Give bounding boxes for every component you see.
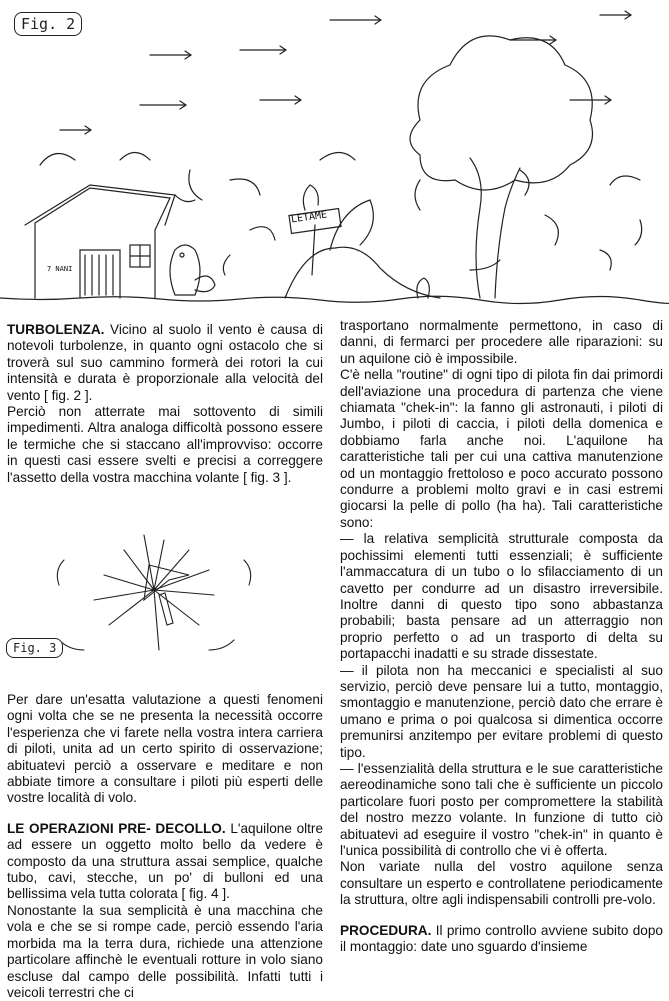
figure-2-turbulence xyxy=(0,0,669,310)
evaluation-paragraph: Per dare un'esatta valutazione a questi fenomeni ogni volta che se ne presenta la necessità occorre l'esperienza che vi farete nella vostra intera carriera di piloti, unita ad un certo spirito di osservazione; abituatevi perciò a osservare e meditare e non abbiate timore a consultare i piloti più esperti delle vostre località di volo. xyxy=(7,692,323,806)
preflight-heading: LE OPERAZIONI PRE- DECOLLO. xyxy=(7,820,226,836)
turbulence-paragraph-1: Vicino al suolo il vento è causa di notevoli turbolenze, in quanto ogni ostacolo che si troverà sul suo cammino formerà dei rotori la cui intensità e durata è proporzionale alla velocità del vento [ fig. 2 ]. xyxy=(7,322,323,403)
turbulence-section xyxy=(7,322,323,486)
right-paragraph-2: C'è nella "routine" di ogni tipo di pilota fin dai primordi dell'aviazione una procedura di partenza che viene chiamata "chek-in": la fanno gli astronauti, i piloti di Jumbo, i piloti di caccia, i piloti della domenica e dobbiamo farla anche noi. L'aquilone ha caratteristiche tali per cui una cattiva manutenzione od un montaggio frettoloso e poco accurato possono condurre a problemi molto gravi e in casi estremi giocarsi la pelle di pollo (ha ha). Tali caratteristiche sono: xyxy=(340,367,663,530)
house-sign-text: 7 NANI xyxy=(47,265,73,273)
figure-2-label: Fig. 2 xyxy=(14,12,82,36)
turbulence-paragraph-2: Perciò non atterrate mai sottovento di simili impedimenti. Altra analoga difficoltà possono essere le termiche che si staccano all'improvviso: occorre in questi casi essere svelti e precisi a correggere l'assetto della vostra macchina volante [ fig. 3 ]. xyxy=(7,404,323,485)
right-paragraph-5: — l'essenzialità della struttura e le sue caratteristiche aereodinamiche sono tali che è sufficiente un piccolo particolare fuori posto per compromettere la stabilità del nostro mezzo volante. In funzione di tutto ciò abituatevi ad eseguire il vostro "chek-in" in quanto è l'unica possibilità di controllo che vi è offerta. xyxy=(340,760,663,858)
preflight-paragraph-2: Nonostante la sua semplicità è una macchina che vola e che se si rompe cade, perciò essendo l'aria morbida ma la terra dura, richiede una attenzione particolare affinchè le eventuali rotture in volo siano escluse dal campo delle possibilità. Infatti tutti i veicoli terrestri che ci xyxy=(7,902,323,1000)
turbulence-heading: TURBOLENZA. xyxy=(7,322,105,337)
right-paragraph-6: Non variate nulla del vostro aquilone senza consultare un esperto e controllatene periodicamente la struttura, oltre agli indispensabili controlli pre-volo. xyxy=(340,859,663,908)
turbulence-illustration xyxy=(0,0,669,310)
checkin-section xyxy=(340,318,663,955)
procedure-text: Il primo controllo avviene subito dopo il montaggio: date uno sguardo d'insieme xyxy=(340,922,663,955)
right-paragraph-4: — il pilota non ha meccanici e specialisti al suo servizio, perciò deve pensare lui a tutto, montaggio, smontaggio e manutenzione, perciò dato che errare è umano e prima o poi qualcosa si dimentica occorre premunirsi anzitempo per evitare problemi di questo tipo. xyxy=(340,662,663,760)
right-paragraph-1: trasportano normalmente permettono, in caso di danni, di fermarci per procedere alle riparazioni: su un aquilone ciò è impossibile. xyxy=(340,318,663,366)
preflight-section xyxy=(7,692,323,1001)
preflight-paragraph-1: L'aquilone oltre ad essere un oggetto molto bello da vedere è composto da una struttura assai semplice, qualche tubo, cavi, stecche, un po' di bulloni ed una bellissima vela tutta colorata [ fig. 4 ]. xyxy=(7,820,324,902)
right-paragraph-3: — la relativa semplicità strutturale composta da pochissimi elementi tutti essenziali; è sufficiente l'ammaccatura di un tubo o lo sfilacciamento di un cavetto per condurre ad un disastro irreversibile. Inoltre danni di questo tipo sono abbastanza probabili; basta pensare ad un atterraggio non proprio perfetto o ad un trasporto di delta su portapacchi inadatti e su strade dissestate. xyxy=(340,531,663,662)
procedure-heading: PROCEDURA. xyxy=(340,922,432,938)
figure-3-label: Fig. 3 xyxy=(6,638,63,658)
figure-3-thermal xyxy=(4,520,304,680)
letame-sign-text: LETAME xyxy=(290,209,328,226)
